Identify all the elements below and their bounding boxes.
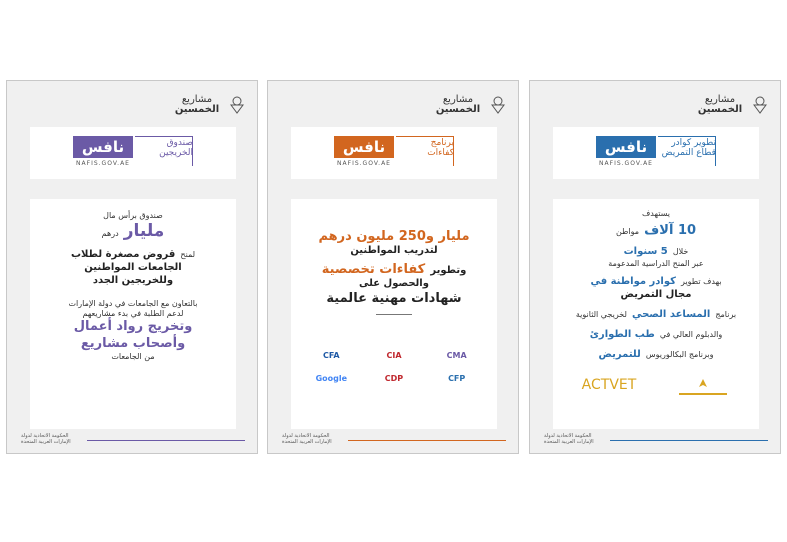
federal-government-footer: الحكومة الاتحادية لدولة الإمارات العربية المتحدة (21, 433, 71, 445)
health-authority-logo (673, 377, 733, 401)
card-header (268, 95, 518, 119)
card-body: صندوق برأس مال مليار درهم لمنح قروض مصغرة لطلاب الجامعات المواطنين وللخريجين الجدد بالتعاون مع الجامعات في دولة الإمارات لدعم الطلبة في بدء مشاريعهم وتخريج رواد أعمال وأصحاب مشاريع من الجامعات (30, 199, 236, 429)
nafis-logo-panel (553, 127, 759, 179)
uae-emblem-icon (490, 95, 506, 115)
nafis-mark: نافس (73, 136, 133, 158)
cfa-logo: CFA (323, 351, 340, 360)
footer-accent-line (87, 440, 245, 441)
uae-emblem-icon (229, 95, 245, 115)
nafis-mark: نافس (596, 136, 656, 158)
card-body: مليار و250 مليون درهم لتدريب المواطنين وتطوير كفاءات تخصصية والحصول على شهادات مهنية عالمية CFA CIA CMA Google CDP CFP (291, 199, 497, 429)
cdp-logo: CDP (384, 374, 404, 383)
uae-emblem-icon (752, 95, 768, 115)
projects-of-fifty-logo: مشاريع الخمسين (435, 94, 481, 115)
nafis-mark: نافس (334, 136, 394, 158)
card-header (530, 95, 780, 119)
actvet-logo: ACTVET (581, 377, 637, 393)
card-body: يستهدف 10 آلاف مواطن خلال 5 سنوات عبر المنح الدراسية المدعومة بهدف تطوير كوادر مواطنة في مجال التمريض برنامج المساعد الصحي لخريجي الثانوية والدبلوم العالي في طب الطوارئ وبرنامج البكالوريوس للتمريض ACTVET (553, 199, 759, 429)
logo-title: تطوير كوادر قطاع التمريض (661, 138, 716, 158)
federal-government-footer: الحكومة الاتحادية لدولة الإمارات العربية المتحدة (282, 433, 332, 445)
cia-logo: CIA (386, 351, 402, 360)
cfp-logo: CFP (448, 374, 466, 383)
footer-accent-line (610, 440, 768, 441)
logo-title: صندوق الخريجين (159, 138, 193, 158)
logo-title: برنامج كفاءات (427, 138, 454, 158)
google-logo: Google (315, 374, 348, 383)
federal-government-footer: الحكومة الاتحادية لدولة الإمارات العربية المتحدة (544, 433, 594, 445)
card-header (7, 95, 257, 119)
nafis-logo-panel (30, 127, 236, 179)
nafis-url: NAFIS.GOV.AE (599, 160, 653, 167)
nafis-url: NAFIS.GOV.AE (76, 160, 130, 167)
partner-logos (565, 377, 747, 401)
footer-accent-line (348, 440, 506, 441)
nafis-graduates-fund-card (6, 80, 258, 454)
nafis-url: NAFIS.GOV.AE (337, 160, 391, 167)
nafis-competencies-program-card (267, 80, 519, 454)
cma-logo: CMA (446, 351, 467, 360)
partner-logos (303, 351, 485, 383)
nafis-logo-panel (291, 127, 497, 179)
projects-of-fifty-logo: مشاريع الخمسين (697, 94, 743, 115)
projects-of-fifty-logo: مشاريع الخمسين (174, 94, 220, 115)
separator (376, 314, 412, 315)
nafis-nursing-cadres-card (529, 80, 781, 454)
